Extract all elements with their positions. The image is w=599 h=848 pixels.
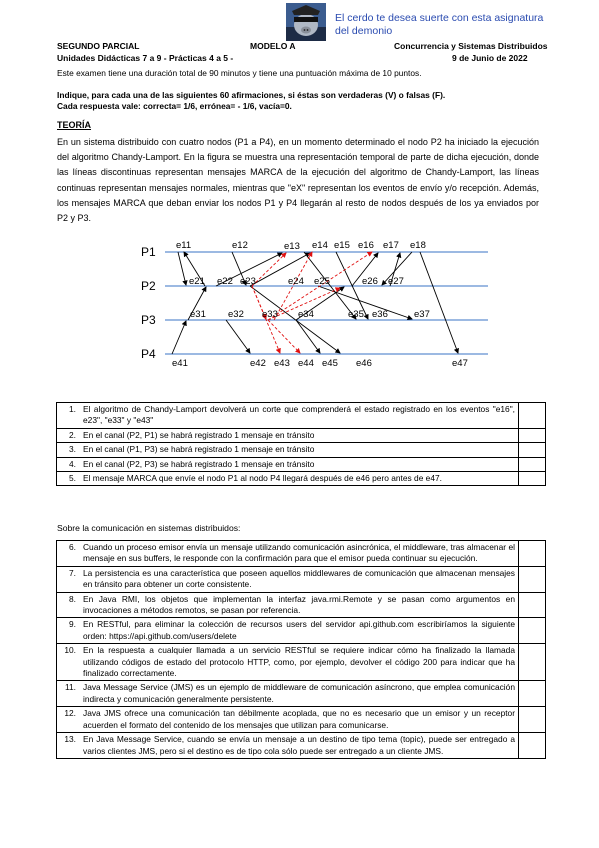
event-e14: e14 [312,240,328,251]
event-e24: e24 [288,276,304,287]
question-row [57,592,546,618]
answer-cell[interactable] [519,472,546,486]
event-e44: e44 [298,358,314,369]
questions-table-2 [56,540,546,759]
question-number: 4. [57,457,81,471]
exam-subject: Concurrencia y Sistemas Distribuidos [394,41,548,51]
event-e15: e15 [334,240,350,251]
event-e47: e47 [452,358,468,369]
exam-units: Unidades Didácticas 7 a 9 - Prácticas 4 a 5 - [57,53,234,63]
process-label-p4: P4 [141,347,156,361]
exam-model: MODELO A [250,41,296,51]
question-number: 11. [57,681,81,707]
theory-heading: TEORÍA [57,120,92,130]
question-text: En el canal (P2, P3) se habrá registrado 1 mensaje en tránsito [80,457,519,471]
event-e16: e16 [358,240,374,251]
question-text: Java Message Service (JMS) es un ejemplo de middleware de comunicación asíncrono, que emplea comunicación indirecta y comunicación generalmente persistente. [80,681,519,707]
answer-cell[interactable] [519,541,546,567]
question-row [57,541,546,567]
event-e21: e21 [189,276,205,287]
question-row [57,644,546,681]
question-number: 10. [57,644,81,681]
cerdo-line-2: del demonio [335,25,393,37]
event-e25: e25 [314,276,330,287]
cerdo-line-1: El cerdo te desea suerte con esta asignatura [335,12,544,24]
event-e26: e26 [362,276,378,287]
answer-cell[interactable] [519,566,546,592]
event-e31: e31 [190,309,206,320]
theory-paragraph: En un sistema distribuido con cuatro nodos (P1 a P4), en un momento determinado el nodo P2 ha iniciado la ejecución del algoritmo Chandy-Lamport. En la figura se muestra una representación temporal de parte de dicha ejecución, donde las líneas discontinuas representan mensajes MARCA de la ejecución del algoritmo de Chandy-Lamport, las líneas continuas representan mensajes normales, mientras que "eX" representan los eventos de envío y/o recepción. Además, los mensajes MARCA que deban enviar los nodos P1 y P4 llegarán al resto de nodos después de los ya enviados por P2 y P3. [57,137,539,224]
event-e43: e43 [274,358,290,369]
question-text: El algoritmo de Chandy-Lamport devolverá un corte que comprenderá el estado registrado en los eventos "e16", e23", "e33" y "e43" [80,403,519,429]
question-text: En el canal (P1, P3) se habrá registrado 1 mensaje en tránsito [80,443,519,457]
instructions-line-1: Indique, para cada una de las siguientes 60 afirmaciones, si éstas son verdaderas (V) o falsas (F). [57,90,446,100]
event-e35: e35 [348,309,364,320]
answer-cell[interactable] [519,733,546,759]
process-label-p3: P3 [141,313,156,327]
question-text: Java JMS ofrece una comunicación tan débilmente acoplada, que no es necesario que un emisor y un receptor acuerden el formato del contenido de los mensajes que utilizan para comunicarse. [80,707,519,733]
question-number: 13. [57,733,81,759]
question-text: En Java Message Service, cuando se envía un mensaje a un destino de tipo tema (topic), puede ser entregado a varios clientes JMS, pero si el destino es de tipo cola sólo puede ser entregado a un cliente JMS. [80,733,519,759]
answer-cell[interactable] [519,443,546,457]
instructions-line-2: Cada respuesta vale: correcta= 1/6, errónea= - 1/6, vacía=0. [57,101,292,111]
questions-table-1 [56,402,546,486]
question-number: 8. [57,592,81,618]
question-number: 5. [57,472,81,486]
question-number: 6. [57,541,81,567]
answer-cell[interactable] [519,681,546,707]
question-text: La persistencia es una característica que poseen aquellos middlewares de comunicación que almacenan mensajes en tránsito para obtener un corte consistente. [80,566,519,592]
event-e11: e11 [176,240,192,251]
question-text: El mensaje MARCA que envíe el nodo P1 al nodo P4 llegará después de e46 pero antes de e47. [80,472,519,486]
process-label-p2: P2 [141,279,156,293]
question-number: 1. [57,403,81,429]
question-text: Cuando un proceso emisor envía un mensaje utilizando comunicación asincrónica, el middleware, tras almacenar el mensaje en sus buffers, le responde con la confirmación para que el emisor pueda continuar su ejecución. [80,541,519,567]
event-e37: e37 [414,309,430,320]
answer-cell[interactable] [519,592,546,618]
question-number: 12. [57,707,81,733]
answer-cell[interactable] [519,707,546,733]
question-row [57,443,546,457]
exam-title: SEGUNDO PARCIAL [57,41,140,51]
event-e45: e45 [322,358,338,369]
exam-duration: Este examen tiene una duración total de 90 minutos y tiene una puntuación máxima de 10 puntos. [57,68,422,78]
question-text: En RESTful, para eliminar la colección de recursos users del servidor api.github.com escribiríamos la siguiente orden: https://api.github.com/users/delete [80,618,519,644]
answer-cell[interactable] [519,403,546,429]
answer-cell[interactable] [519,428,546,442]
event-e23: e23 [240,276,256,287]
question-number: 7. [57,566,81,592]
question-row [57,457,546,471]
question-text: En el canal (P2, P1) se habrá registrado 1 mensaje en tránsito [80,428,519,442]
question-row [57,403,546,429]
answer-cell[interactable] [519,618,546,644]
event-e46: e46 [356,358,372,369]
event-e41: e41 [172,358,188,369]
event-e17: e17 [383,240,399,251]
event-e33: e33 [262,309,278,320]
event-e27: e27 [388,276,404,287]
event-e12: e12 [232,240,248,251]
event-e34: e34 [298,309,314,320]
section-2-heading: Sobre la comunicación en sistemas distribuidos: [57,523,241,533]
event-e36: e36 [372,309,388,320]
question-row [57,472,546,486]
answer-cell[interactable] [519,644,546,681]
question-text: En Java RMI, los objetos que implementan la interfaz java.rmi.Remote y se pasan como argumentos en invocaciones a métodos remotos, se pasan por referencia. [80,592,519,618]
question-number: 3. [57,443,81,457]
event-e32: e32 [228,309,244,320]
event-e22: e22 [217,276,233,287]
event-e42: e42 [250,358,266,369]
chandy-lamport-diagram [0,0,599,380]
question-row [57,566,546,592]
event-e13: e13 [284,241,300,252]
exam-date: 9 de Junio de 2022 [452,53,528,63]
question-row [57,681,546,707]
question-row [57,428,546,442]
answer-cell[interactable] [519,457,546,471]
question-row [57,733,546,759]
question-row [57,707,546,733]
process-label-p1: P1 [141,245,156,259]
event-e18: e18 [410,240,426,251]
question-number: 2. [57,428,81,442]
question-number: 9. [57,618,81,644]
question-row [57,618,546,644]
question-text: En la respuesta a cualquier llamada a un servicio RESTful se requiere indicar cómo ha finalizado la llamada utilizando códigos de estado del protocolo HTTP, como, por ejemplo, devolver el código 200 para indicar que ha finalizado correctamente. [80,644,519,681]
